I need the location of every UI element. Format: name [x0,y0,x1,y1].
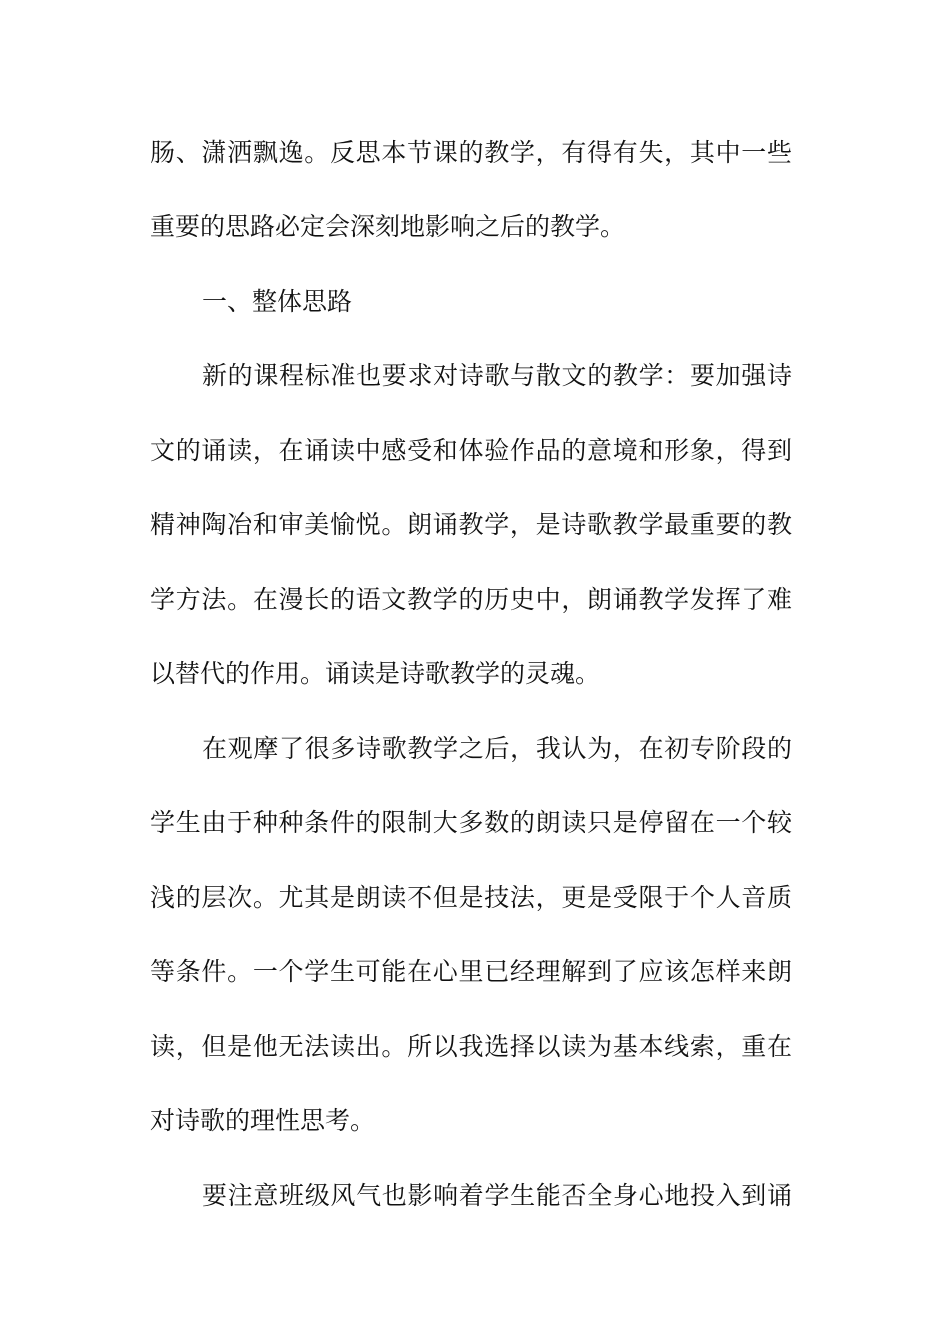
text-line: 文的诵读，在诵读中感受和体验作品的意境和形象，得到 [150,436,792,465]
section-heading: 一、整体思路 [202,287,353,316]
text-line: 肠、潇洒飘逸。反思本节课的教学，有得有失，其中一些 [150,138,792,167]
text-line: 学方法。在漫长的语文教学的历史中，朗诵教学发挥了难 [150,585,792,614]
text-line: 浅的层次。尤其是朗读不但是技法，更是受限于个人音质 [150,883,792,912]
text-line: 要注意班级风气也影响着学生能否全身心地投入到诵 [202,1181,792,1210]
text-line: 读，但是他无法读出。所以我选择以读为基本线索，重在 [150,1032,792,1061]
text-line: 学生由于种种条件的限制大多数的朗读只是停留在一个较 [150,808,792,837]
text-line: 以替代的作用。诵读是诗歌教学的灵魂。 [150,659,601,688]
text-line: 新的课程标准也要求对诗歌与散文的教学：要加强诗 [202,361,792,390]
text-line: 精神陶冶和审美愉悦。朗诵教学，是诗歌教学最重要的教 [150,510,792,539]
text-line: 等条件。一个学生可能在心里已经理解到了应该怎样来朗 [150,957,792,986]
text-line: 对诗歌的理性思考。 [150,1106,376,1135]
text-line: 在观摩了很多诗歌教学之后，我认为，在初专阶段的 [202,734,792,763]
text-line: 重要的思路必定会深刻地影响之后的教学。 [150,212,626,241]
